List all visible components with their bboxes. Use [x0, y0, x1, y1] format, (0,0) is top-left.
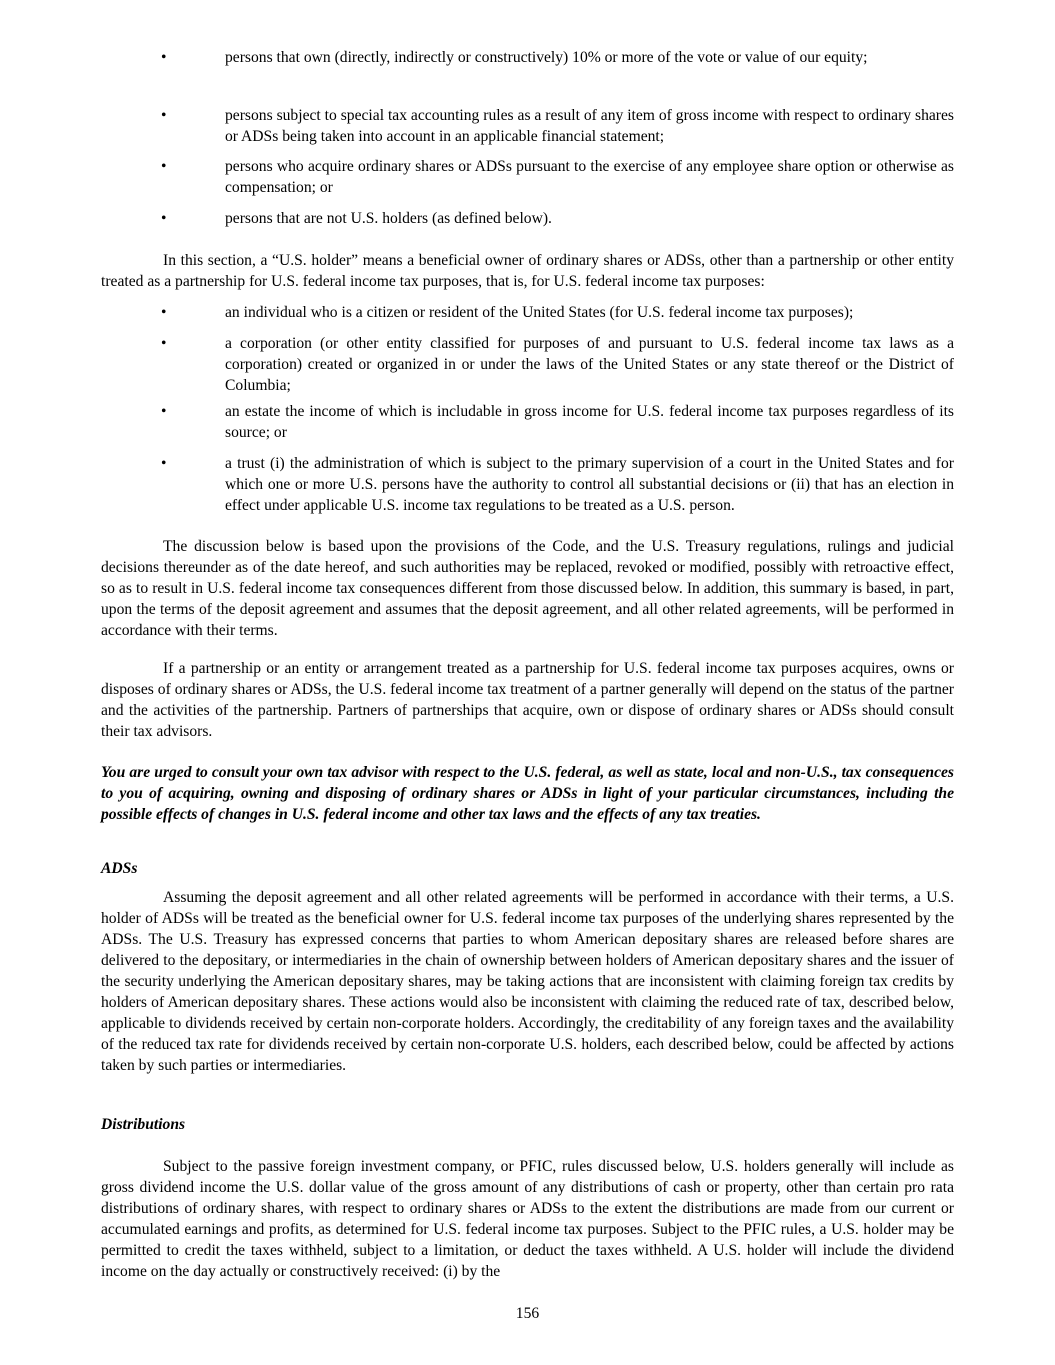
bullet-icon: •: [161, 455, 167, 472]
bullet-text: an individual who is a citizen or resident of the United States (for U.S. federal income tax purposes);: [225, 304, 854, 321]
bullet-icon: •: [161, 49, 167, 66]
bullet-text: an estate the income of which is includable in gross income for U.S. federal income tax purposes regardless of its source; or: [225, 403, 954, 441]
paragraph-discussion: The discussion below is based upon the provisions of the Code, and the U.S. Treasury regulations, rulings and judicial decisions thereunder as of the date hereof, and such authorities may be replaced, revoked or modified, possibly with retroactive effect, so as to result in U.S. federal income tax consequences different from those discussed below. In addition, this summary is based, in part, upon the terms of the deposit agreement and assumes that the deposit agreement, and all other related agreements, will be performed in accordance with their terms.: [101, 538, 954, 639]
heading-adss: ADSs: [101, 860, 138, 877]
paragraph-distributions: Subject to the passive foreign investment company, or PFIC, rules discussed below, U.S. holders generally will include as gross dividend income the U.S. dollar value of the gross amount of any distributions of cash or property, other than certain pro rata distributions of ordinary shares, with respect to ordinary shares or ADSs to the extent the distributions are made from our current or accumulated earnings and profits, as determined for U.S. federal income tax purposes. Subject to the PFIC rules, a U.S. holder may be permitted to credit the taxes withheld, subject to a limitation, or deduct the taxes withheld. A U.S. holder will include the dividend income on the day actually or constructively received: (i) by the: [101, 1158, 954, 1280]
bullet-icon: •: [161, 158, 167, 175]
bullet-icon: •: [161, 304, 167, 321]
bullet-text: a corporation (or other entity classified for purposes of and pursuant to U.S. federal income tax laws as a corporation) created or organized in or under the laws of the United States or any state thereof or the District of Columbia;: [225, 335, 954, 394]
page-number: 156: [515, 1305, 540, 1322]
bullet-text: persons subject to special tax accounting rules as a result of any item of gross income with respect to ordinary shares or ADSs being taken into account in an applicable financial statement;: [225, 107, 954, 145]
bullet-icon: •: [161, 107, 167, 124]
bullet-text: persons that are not U.S. holders (as defined below).: [225, 210, 552, 227]
paragraph-adss: Assuming the deposit agreement and all other related agreements will be performed in accordance with their terms, a U.S. holder of ADSs will be treated as the beneficial owner for U.S. federal income tax purposes of the underlying shares represented by the ADSs. The U.S. Treasury has expressed concerns that parties to whom American depositary shares are released before shares are delivered to the depositary, or intermediaries in the chain of ownership between holders of American depositary shares and the issuer of the security underlying the American depositary shares, may be taking actions that are inconsistent with claiming foreign tax credits by holders of American depositary shares. These actions would also be inconsistent with claiming the reduced rate of tax, described below, applicable to dividends received by certain non-corporate holders. Accordingly, the creditability of any foreign taxes and the availability of the reduced tax rate for dividends received by certain non-corporate U.S. holders, each described below, could be affected by actions taken by such parties or intermediaries.: [101, 889, 954, 1074]
bullet-icon: •: [161, 403, 167, 420]
bullet-text: persons who acquire ordinary shares or ADSs pursuant to the exercise of any employee share option or otherwise as compensation; or: [225, 158, 954, 196]
paragraph-partnership: If a partnership or an entity or arrangement treated as a partnership for U.S. federal income tax purposes acquires, owns or disposes of ordinary shares or ADSs, the U.S. federal income tax treatment of a partner generally will depend on the status of the partner and the activities of the partnership. Partners of partnerships that acquire, own or dispose of ordinary shares or ADSs should consult their tax advisors.: [101, 660, 954, 740]
paragraph-us-holder: In this section, a “U.S. holder” means a beneficial owner of ordinary shares or ADSs, other than a partnership or other entity treated as a partnership for U.S. federal income tax purposes, that is, for U.S. federal income tax purposes:: [101, 252, 954, 290]
bullet-icon: •: [161, 210, 167, 227]
bullet-text: a trust (i) the administration of which is subject to the primary supervision of a court in the United States and for which one or more U.S. persons have the authority to control all substantial decisions or (ii) that has an election in effect under applicable U.S. income tax regulations to be treated as a U.S. person.: [225, 455, 954, 514]
bullet-icon: •: [161, 335, 167, 352]
bullet-text: persons that own (directly, indirectly or constructively) 10% or more of the vote or value of our equity;: [225, 49, 868, 66]
heading-distributions: Distributions: [101, 1116, 186, 1133]
paragraph-urged-warning: You are urged to consult your own tax advisor with respect to the U.S. federal, as well as state, local and non-U.S., tax consequences to you of acquiring, owning and disposing of ordinary shares or ADSs in light of your particular circumstances, including the possible effects of changes in U.S. federal income and other tax laws and the effects of any tax treaties.: [101, 764, 954, 823]
